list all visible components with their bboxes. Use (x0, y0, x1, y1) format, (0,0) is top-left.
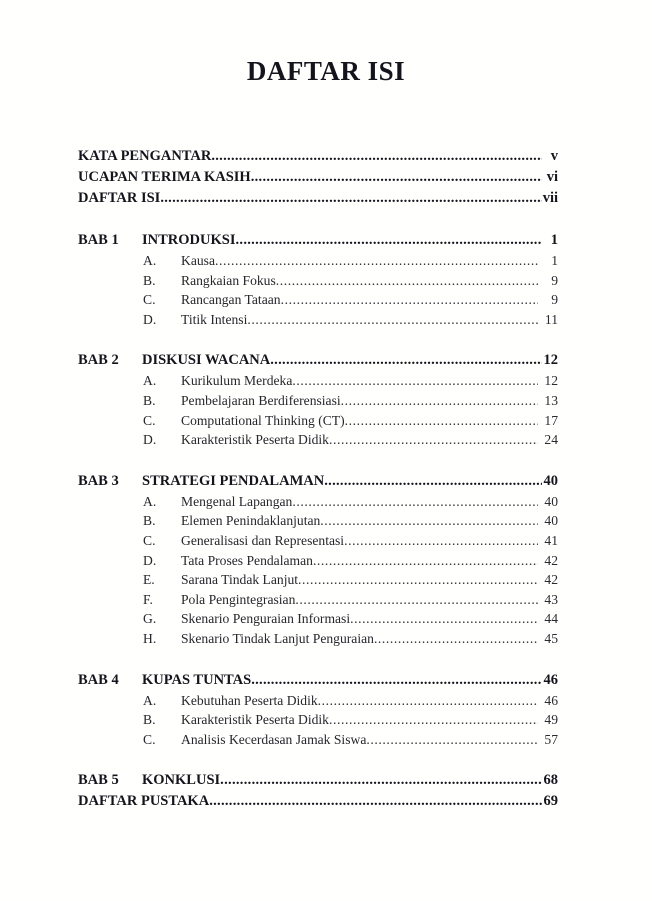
section-letter-text: C. (143, 532, 156, 548)
section-letter-text: F. (143, 591, 153, 607)
leader-dots (281, 290, 538, 310)
page-number: 49 (544, 712, 558, 728)
leader-dots (329, 430, 538, 450)
section-letter-label (78, 310, 181, 330)
leader-dots (215, 251, 538, 271)
toc-frontmatter-row[interactable] (78, 146, 558, 167)
section-letter-text: A. (143, 373, 157, 389)
section-letter-label (78, 590, 181, 610)
section-letter-label (78, 730, 181, 750)
toc-chapter-row[interactable] (78, 670, 558, 691)
page-number: 13 (544, 392, 558, 408)
leader-dots (366, 730, 538, 750)
section-title: Analisis Kecerdasan Jamak Siswa (181, 731, 367, 747)
section-letter-label (78, 290, 181, 310)
page-number: 45 (544, 630, 558, 646)
leader-dots (251, 167, 542, 188)
page-number: vi (546, 169, 558, 185)
section-letter-label (78, 570, 181, 590)
page-number: 43 (544, 591, 558, 607)
toc-chapter-row[interactable] (78, 770, 558, 791)
leader-dots (251, 670, 542, 691)
page-number: 57 (544, 731, 558, 747)
page-number: 1 (551, 253, 558, 268)
section-letter-text: E. (143, 572, 155, 588)
leader-dots (298, 570, 538, 590)
toc-section-row[interactable] (78, 730, 558, 750)
toc-section-row[interactable] (78, 371, 558, 391)
leader-dots (160, 188, 542, 209)
leader-dots (295, 590, 538, 610)
chapter-group (78, 350, 558, 449)
chapter-number-label: BAB 1 (78, 232, 119, 248)
leader-dots (350, 609, 538, 629)
page-number: vii (542, 190, 558, 206)
page-number: 24 (544, 432, 558, 448)
chapter-group (78, 471, 558, 649)
leader-dots (329, 710, 538, 730)
toc-chapter-row[interactable] (78, 350, 558, 371)
chapter-group (78, 670, 558, 750)
section-letter-label (78, 391, 181, 411)
toc-section-row[interactable] (78, 590, 558, 610)
page-number: 41 (544, 532, 558, 548)
chapter-number-label: BAB 4 (78, 671, 119, 688)
page-number: 44 (544, 611, 558, 627)
toc-section-row[interactable] (78, 570, 558, 590)
leader-dots (313, 551, 538, 571)
section-letter-text: B. (143, 272, 156, 288)
leader-dots (320, 511, 538, 531)
chapter-group (78, 230, 558, 329)
toc-section-row[interactable] (78, 310, 558, 330)
section-letter-text: A. (143, 493, 157, 509)
section-letter-label (78, 531, 181, 551)
section-title: Kurikulum Merdeka (181, 373, 293, 389)
section-letter-label (78, 511, 181, 531)
chapter-title: DISKUSI WACANA (142, 352, 271, 369)
page-number: 1 (550, 232, 558, 248)
toc-section-row[interactable] (78, 629, 558, 649)
section-letter-label (78, 710, 181, 730)
section-letter-text: D. (143, 432, 157, 448)
toc-section-row[interactable] (78, 411, 558, 431)
chapter-title: INTRODUKSI (142, 232, 236, 248)
page-number: v (550, 148, 558, 164)
toc-chapter-row[interactable] (78, 471, 558, 492)
leader-dots (235, 230, 542, 251)
page-title: DAFTAR ISI (246, 56, 406, 86)
section-title: Sarana Tindak Lanjut (181, 572, 299, 588)
section-title: Pola Pengintegrasian (181, 591, 296, 607)
page-number: 40 (543, 472, 558, 489)
toc-section-row[interactable] (78, 391, 558, 411)
section-title: Kausa (181, 253, 215, 268)
page-number: 68 (543, 772, 558, 789)
toc-section-row[interactable] (78, 290, 558, 310)
section-title: Karakteristik Peserta Didik (181, 712, 329, 728)
section-letter-text: B. (143, 513, 156, 529)
leader-dots (211, 146, 542, 167)
page-number: 17 (544, 412, 558, 428)
section-letter-label (78, 609, 181, 629)
frontmatter-title: UCAPAN TERIMA KASIH (78, 169, 251, 185)
section-title: Tata Proses Pendalaman (181, 552, 313, 568)
toc-section-row[interactable] (78, 430, 558, 450)
section-letter-text: B. (143, 392, 156, 408)
section-title: Kebutuhan Peserta Didik (181, 692, 318, 708)
leader-dots (292, 371, 538, 391)
leader-dots (345, 411, 538, 431)
chapter-number-label: BAB 3 (78, 472, 119, 489)
section-letter-text: C. (143, 412, 156, 428)
section-title: Rancangan Tataan (181, 292, 281, 308)
page-number: 9 (551, 272, 558, 288)
page-number: 42 (544, 572, 558, 588)
section-title: Rangkaian Fokus (181, 272, 276, 288)
toc-section-row[interactable] (78, 691, 558, 711)
toc-section-row[interactable] (78, 271, 558, 291)
section-letter-text: A. (143, 692, 157, 708)
page-number: 11 (544, 311, 558, 327)
section-letter-text: H. (143, 630, 157, 646)
page-number: 12 (544, 373, 558, 389)
section-title: Pembelajaran Berdiferensiasi (181, 392, 341, 408)
frontmatter-group (78, 146, 558, 209)
toc-section-row[interactable] (78, 492, 558, 512)
toc-section-row[interactable] (78, 551, 558, 571)
leader-dots (209, 791, 542, 812)
toc-backmatter-row[interactable] (78, 791, 558, 812)
frontmatter-title: DAFTAR ISI (78, 190, 161, 206)
section-letter-label (78, 629, 181, 649)
section-letter-label (78, 492, 181, 512)
section-title: Skenario Penguraian Informasi (181, 611, 351, 627)
page-number: 46 (544, 692, 558, 708)
leader-dots (220, 770, 542, 791)
section-letter-label (78, 551, 181, 571)
section-letter-label (78, 271, 181, 291)
leader-dots (318, 691, 538, 711)
page-number: 69 (543, 793, 558, 810)
toc-section-row[interactable] (78, 609, 558, 629)
chapters-container (78, 230, 558, 791)
leader-dots (276, 271, 538, 291)
chapter-number-label: BAB 5 (78, 772, 119, 789)
page-number: 40 (544, 493, 558, 509)
section-title: Mengenal Lapangan (181, 493, 293, 509)
section-title: Computational Thinking (CT) (181, 412, 345, 428)
section-title: Karakteristik Peserta Didik (181, 432, 329, 448)
section-title: Titik Intensi (181, 311, 248, 327)
chapter-title: KUPAS TUNTAS (142, 671, 252, 688)
section-letter-text: B. (143, 712, 156, 728)
toc-section-row[interactable] (78, 531, 558, 551)
section-letter-text: D. (143, 311, 157, 327)
section-title: Elemen Penindaklanjutan (181, 513, 321, 529)
section-letter-text: A. (143, 253, 157, 268)
backmatter-title: DAFTAR PUSTAKA (78, 793, 210, 810)
section-letter-label (78, 251, 181, 271)
section-letter-label (78, 411, 181, 431)
page-number: 40 (544, 513, 558, 529)
leader-dots (292, 492, 538, 512)
backmatter-group (78, 791, 558, 812)
section-letter-text: C. (143, 731, 156, 747)
section-letter-text: C. (143, 292, 156, 308)
toc-section-row[interactable] (78, 511, 558, 531)
section-letter-text: G. (143, 611, 157, 627)
section-letter-label (78, 691, 181, 711)
toc-frontmatter-row[interactable] (78, 188, 558, 209)
leader-dots (324, 471, 542, 492)
chapter-number-label: BAB 2 (78, 352, 119, 369)
section-letter-label (78, 430, 181, 450)
page-number: 42 (544, 552, 558, 568)
leader-dots (374, 629, 538, 649)
page-number: 9 (551, 292, 558, 308)
section-title: Skenario Tindak Lanjut Penguraian (181, 630, 374, 646)
chapter-group (78, 770, 558, 791)
toc-chapter-row[interactable] (78, 230, 558, 251)
toc-section-row[interactable] (78, 251, 558, 271)
page-number: 46 (543, 671, 558, 688)
section-letter-label (78, 371, 181, 391)
section-letter-text: D. (143, 552, 157, 568)
table-of-contents (78, 146, 558, 812)
frontmatter-title: KATA PENGANTAR (78, 148, 212, 164)
leader-dots (341, 391, 538, 411)
leader-dots (247, 310, 538, 330)
toc-frontmatter-row[interactable] (78, 167, 558, 188)
leader-dots (344, 531, 538, 551)
chapter-title: KONKLUSI (142, 772, 221, 789)
chapter-title: STRATEGI PENDALAMAN (142, 472, 325, 489)
toc-section-row[interactable] (78, 710, 558, 730)
leader-dots (270, 350, 542, 371)
page-number: 12 (543, 352, 558, 369)
section-title: Generalisasi dan Representasi (181, 532, 345, 548)
